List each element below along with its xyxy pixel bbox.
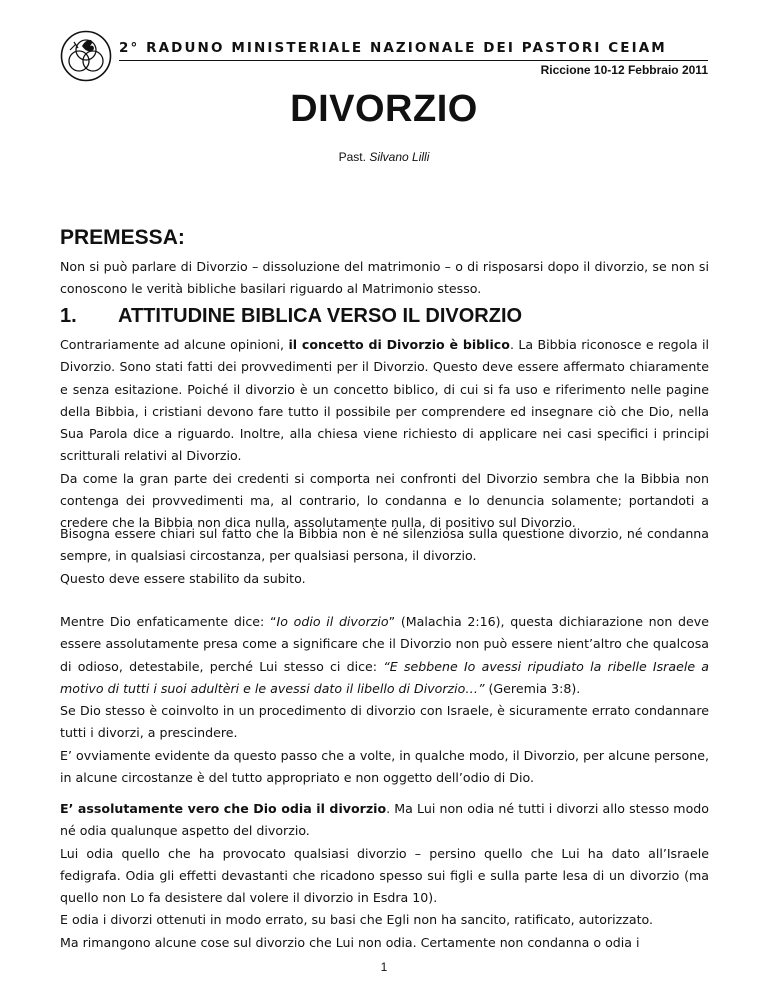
paragraph: E’ ovviamente evidente da questo passo che a volte, in qualche modo, il Divorzio, per alcune persone, in alcune circostanze è del tutto appropriato e non oggetto dell’odio di Dio. [60,747,709,786]
author-prefix: Past. [338,150,366,164]
paragraph [60,611,709,700]
quote: Io odio il divorzio [276,614,389,629]
paragraph: Da come la gran parte dei credenti si comporta nei confronti del Divorzio sembra che la Bibbia non contenga dei provvedimenti ma, al contrario, lo condanna e lo denuncia solamente; portandoti a credere che la Bibbia non dica nulla, assolutamente nulla, di positivo sul Divorzio. [60,470,709,531]
premessa-text: Non si può parlare di Divorzio – dissoluzione del matrimonio – o di risposarsi dopo il divorzio, se non si conoscono le verità bibliche basilari riguardo al Matrimonio stesso. [60,259,709,297]
header-divider [119,60,708,61]
text-span: Mentre Dio enfaticamente dice: “ [60,614,277,629]
page-number: 1 [380,960,388,974]
ceiam-logo [60,30,112,82]
event-date: Riccione 10-12 Febbraio 2011 [540,63,708,77]
text-span: (Geremia 3:8). [484,680,581,696]
section-1-body-a [60,334,709,535]
paragraph [60,798,709,843]
quote: “E sebbene Io avessi ripudiato la ribelle Israele a motivo di tutti i suoi adultèri e le avessi dato il libello di Divorzio…” [60,658,710,696]
paragraph [60,334,709,468]
bold-span: E’ assolutamente vero che Dio odia il divorzio [60,801,387,816]
bold-span: il concetto di Divorzio è biblico [288,337,510,352]
paragraph: Ma rimangono alcune cose sul divorzio che Lui non odia. Certamente non condanna o odia i [60,934,640,950]
document-title: DIVORZIO [290,88,478,130]
premessa-paragraph [60,256,709,301]
section-1-body-b [60,523,709,590]
section-1-heading [60,305,522,328]
heading-premessa: PREMESSA: [60,226,185,249]
author-line [0,150,768,164]
event-title: 2° RADUNO MINISTERIALE NAZIONALE DEI PASTORI CEIAM [119,40,667,56]
paragraph: E odia i divorzi ottenuti in modo errato, su basi che Egli non ha sancito, ratificato, autorizzato. [60,912,654,928]
text-span: Contrariamente ad alcune opinioni, [60,337,289,352]
text-span: . Ma Lui non odia né tutti i divorzi allo stesso modo né odia qualunque aspetto del divorzio. [60,801,709,839]
section-number: 1. [60,305,77,327]
paragraph: Bisogna essere chiari sul fatto che la Bibbia non è né silenziosa sulla questione divorzio, né condanna sempre, in qualsiasi circostanza, per qualsiasi persona, il divorzio. [60,526,709,564]
author-name: Silvano Lilli [369,150,430,164]
section-1-body-c [60,611,709,789]
text-span: ” (Malachia 2:16), questa dichiarazione non deve essere assolutamente presa come a significare che il Divorzio non può essere nient’altro che qualcosa di odioso, detestabile, perché Lui stesso ci dice: [60,614,709,674]
text-span: . La Bibbia riconosce e regola il Divorzio. Sono stati fatti dei provvedimenti per il Divorzio. Questo deve essere affermato chiaramente e senza esitazione. Poiché il divorzio è un concetto biblico, di cui si fa uso e riferimento nelle pagine della Bibbia, i cristiani devono fare tutto il possibile per comprendere ed insegnare ciò che Dio, nella Sua Parola dice a riguardo. Inoltre, alla chiesa viene richiesto di applicare nei casi specifici i principi scritturali relativi al Divorzio. [60,337,709,464]
section-title: ATTITUDINE BIBLICA VERSO IL DIVORZIO [118,305,523,327]
paragraph: Se Dio stesso è coinvolto in un procedimento di divorzio con Israele, è sicuramente errato condannare tutti i divorzi, a prescindere. [60,703,709,741]
paragraph: Lui odia quello che ha provocato qualsiasi divorzio – persino quello che Lui ha dato all’Israele fedigrafa. Odia gli effetti devastanti che ricadono spesso sui figli e sulla parte lesa di un divorzio (ma quello non Lo fa desistere dal volere il divorzio in Esdra 10). [60,845,709,906]
section-1-body-d [60,798,709,954]
paragraph: Questo deve essere stabilito da subito. [60,570,306,586]
